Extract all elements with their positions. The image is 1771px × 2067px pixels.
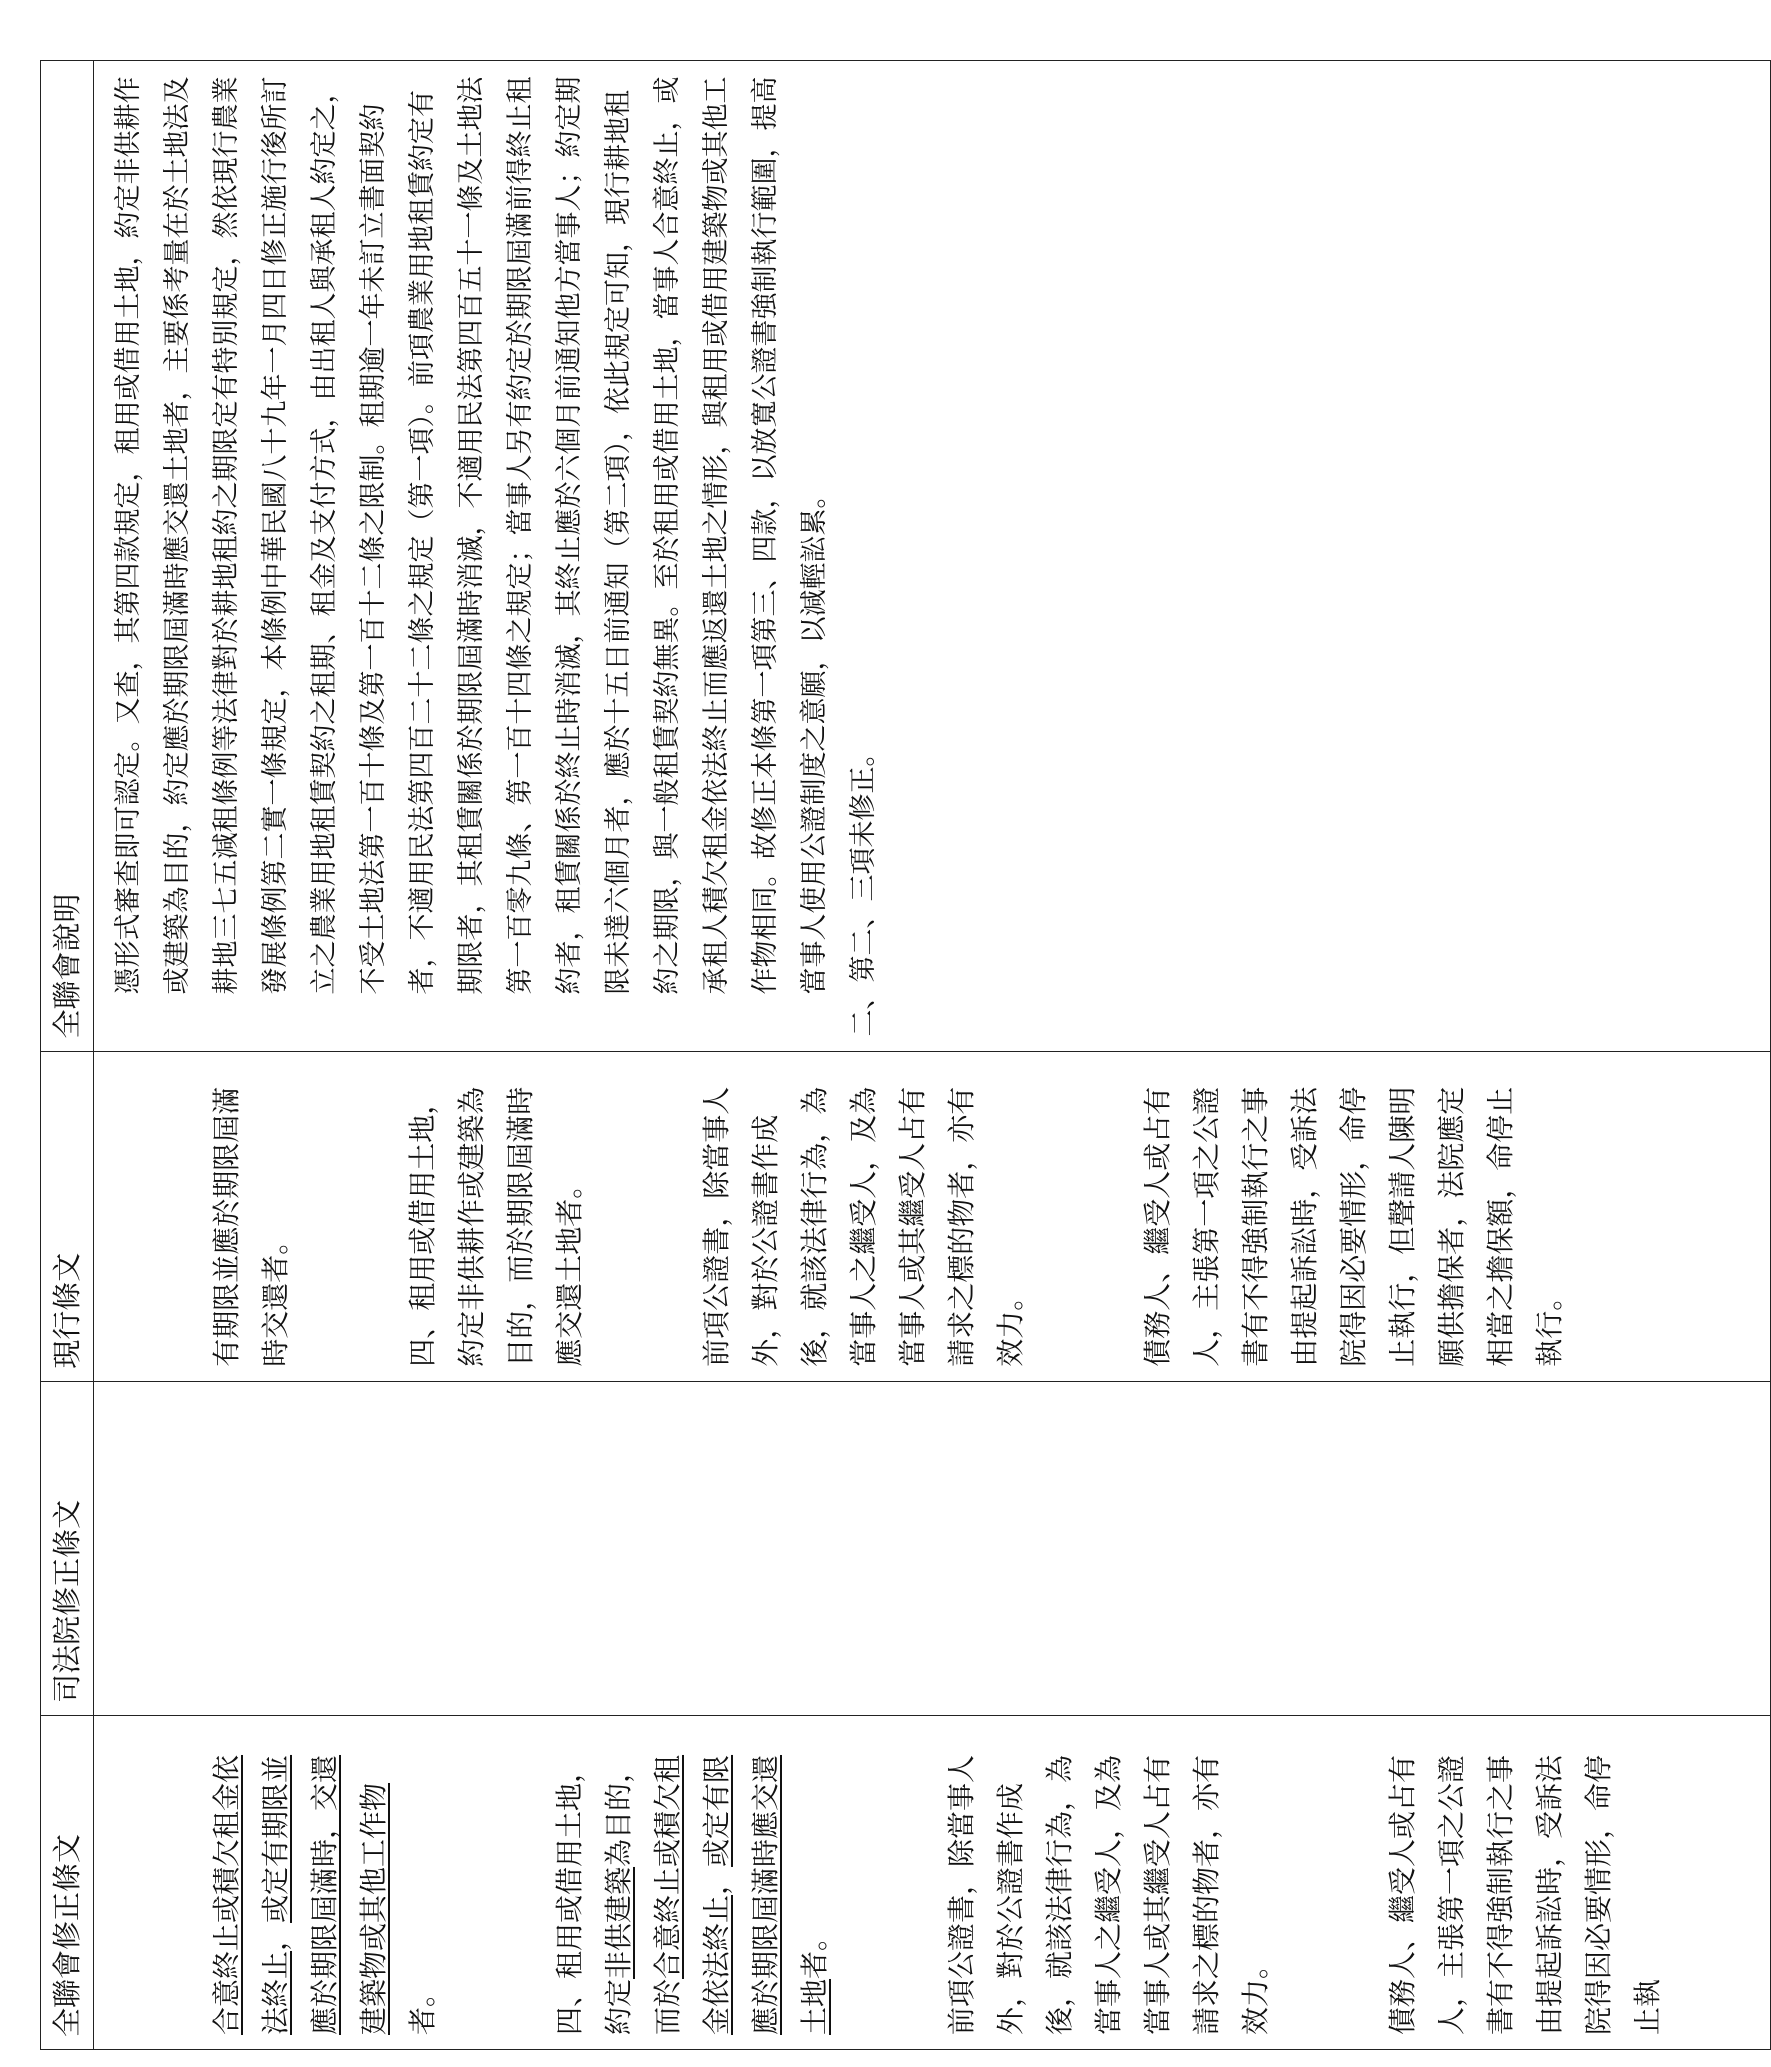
- header-proposal: 全聯會修正條文: [41, 1715, 94, 2049]
- document-page: [40, 60, 1664, 2050]
- explanation-item-1-text: 憑形式審查即可認定。又查，其第四款規定，租用或借用土地，約定非供耕作或建築為目的，約定應於期限屆滿時應交還土地者，主要係考量在於土地法及耕地三七五減租條例等法律對於耕地租約之期限定有特別規定，然依現行農業發展條例第二實一條規定，本條例中華民國八十九年一月四日修正施行後所訂立之農業用地租賃契約之租期、租金及支付方式，由出租人與承租人約定之，不受土地法第一百十條及第一百十二條之限制。租期逾一年未訂立書面契約者，不適用民法第四百二十二條之規定（第一項）。前項農業用地租賃約定有期限者，其租賃關係於期限屆滿時消滅，不適用民法第四百五十一條及土地法第一百零九條、第一百十四條之規定；當事人另有約定於期限屆滿前得終止租約者，租賃關係於終止時消滅，其終止應於六個月前通知他方當事人；約定期限未達六個月者，應於十五日前通知（第二項），依此規定可知，現行耕地租約之期限，與一般租賃契約無異。至於租用或借用土地，當事人合意終止，或承租人積欠租金依法終止而應返還土地之情形，與租用或借用建築物或其他工作物相同。故修正本條第一項第三、四款，以放寬公證書強制執行範圍，提高當事人使用公證制度之意願，以減輕訟累。: [113, 76, 830, 995]
- proposal-para-4: 債務人、繼受人或占有人，主張第一項之公證書有不得強制執行之事由提起訴訟時，受訴法院得因必要情形，命停止執: [1386, 1754, 1664, 2035]
- proposal-underline-5: 合意終止或積欠租金依法終止: [651, 1754, 733, 2035]
- current-para-4: 債務人、繼受人或占有人，主張第一項之公證書有不得強制執行之事由提起訴訟時，受訴法院得因必要情形，命停止執行，但聲請人陳明願供擔保者，法院應定相當之擔保額，命停止執行。: [1141, 1086, 1566, 1367]
- judicial-cell: [94, 1381, 1771, 1715]
- proposal-underline-6: 或定有限應於期限屆滿時應交還土地: [700, 1754, 831, 2035]
- explanation-item-1: [104, 75, 839, 1037]
- explanation-cell: [94, 61, 1771, 1052]
- explanation-item-2-text: 第二、三項未修正。: [848, 739, 879, 983]
- explanation-item-2: [839, 75, 888, 1037]
- explanation-item-2-marker: 二、: [848, 982, 879, 1037]
- proposal-underline-2: 或定有期限並應於期限屆滿時，交還: [259, 1754, 341, 2035]
- current-cell: [94, 1051, 1771, 1381]
- proposal-text-2c: 為目的，而於: [602, 1754, 684, 2035]
- proposal-para-3: 前項公證書，除當事人外，對於公證書作成後，就該法律行為，為當事人之繼受人，及為當事人或其繼受人占有請求之標的物者，亦有效力。: [945, 1754, 1272, 2035]
- proposal-para-1: [202, 1730, 447, 2035]
- header-explanation: 全聯會說明: [41, 61, 94, 1052]
- proposal-text-1b: ，: [259, 1922, 292, 1951]
- table-body-row: [94, 61, 1771, 2050]
- proposal-para-2: [545, 1730, 839, 2035]
- proposal-text-2g: 者。: [798, 1922, 831, 1979]
- proposal-underline-1: 合意終止或積欠租金依法終止: [210, 1754, 292, 2035]
- proposal-underline-3: 建築物或其他工作物: [357, 1782, 390, 2035]
- proposal-text-1e: 者。: [406, 1978, 439, 2035]
- proposal-text-2a: 四、租用或借用土地，約定: [553, 1754, 635, 2035]
- proposal-underline-4: 非供建築: [602, 1866, 635, 1979]
- proposal-cell: [94, 1715, 1771, 2049]
- current-para-1: 有期限並應於期限屆滿時交還者。: [210, 1086, 292, 1367]
- rotated-page-content: [40, 60, 1664, 2050]
- proposal-text-2e: ，: [700, 1866, 733, 1895]
- header-current: 現行條文: [41, 1051, 94, 1381]
- current-para-3: 前項公證書，除當事人外，對於公證書作成後，就該法律行為，為當事人之繼受人，及為當事人或其繼受人占有請求之標的物者，亦有效力。: [700, 1086, 1027, 1367]
- current-para-2: 四、租用或借用土地，約定非供耕作或建築為目的，而於期限屆滿時應交還土地者。: [406, 1086, 586, 1367]
- table-header-row: [41, 61, 94, 2050]
- explanation-item-1-marker: [104, 995, 839, 1037]
- comparison-table: [40, 60, 1771, 2050]
- header-judicial: 司法院修正條文: [41, 1381, 94, 1715]
